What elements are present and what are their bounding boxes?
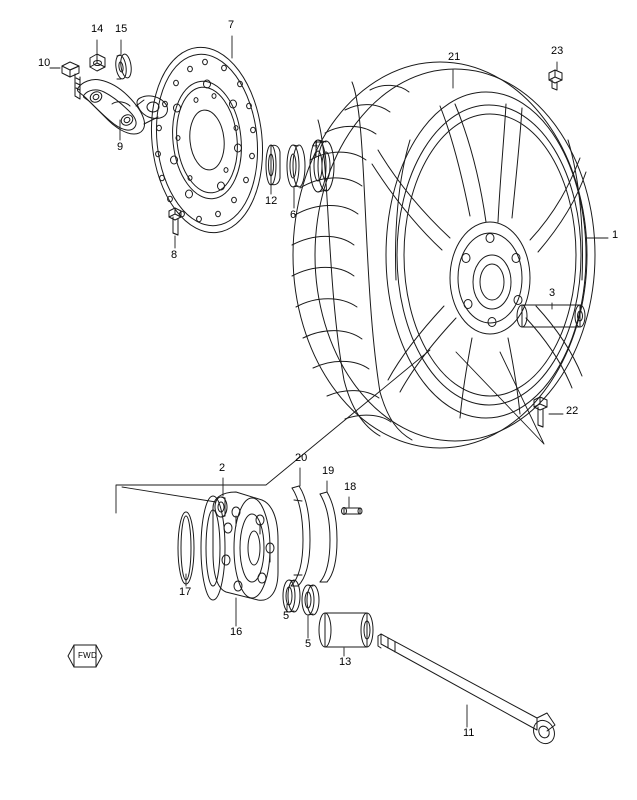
part-20-brake-shoe	[291, 486, 310, 586]
callout-17: 17	[179, 586, 192, 598]
callout-14: 14	[91, 23, 104, 35]
fwd-label: FWD	[78, 651, 98, 660]
callout-7: 7	[228, 19, 235, 31]
callout-21: 21	[448, 51, 461, 63]
part-6-seal	[287, 145, 305, 187]
callout-11: 11	[463, 727, 475, 739]
callout-2: 2	[219, 462, 226, 474]
callout-5-b: 5	[305, 638, 312, 650]
callout-16: 16	[230, 626, 243, 638]
callout-12: 12	[265, 195, 278, 207]
part-1-wheel-rim	[372, 92, 586, 418]
part-7-brake-disc	[143, 42, 272, 238]
part-18-pin	[342, 508, 363, 515]
callout-4: 4	[312, 139, 319, 151]
callout-6: 6	[290, 209, 297, 221]
part-15-washer	[114, 53, 132, 79]
callout-19: 19	[322, 465, 335, 477]
callout-9: 9	[117, 141, 124, 153]
part-21-tire	[292, 62, 595, 448]
part-12-spacer	[266, 145, 280, 185]
part-19-brake-shoe	[320, 492, 337, 582]
callout-1: 1	[612, 229, 619, 241]
callout-15: 15	[115, 23, 128, 35]
part-8-bolt	[169, 208, 181, 235]
part-13-spacer	[319, 613, 373, 647]
part-9-caliper-bracket	[77, 79, 167, 134]
part-14-nut	[90, 54, 105, 71]
callout-20: 20	[295, 452, 308, 464]
part-5-seal-b	[302, 585, 319, 615]
callout-22: 22	[566, 405, 579, 417]
part-2-spacer	[215, 497, 227, 517]
callout-3: 3	[549, 287, 556, 299]
callout-5-a: 5	[283, 610, 290, 622]
callout-10: 10	[38, 57, 51, 69]
callout-13: 13	[339, 656, 352, 668]
callout-18: 18	[344, 481, 357, 493]
part-17-o-ring	[178, 512, 194, 584]
part-23-bolt	[549, 70, 562, 90]
callout-23: 23	[551, 45, 564, 57]
callout-8: 8	[171, 249, 178, 261]
part-16-rear-hub	[201, 492, 278, 600]
part-10-bolt	[62, 62, 80, 99]
